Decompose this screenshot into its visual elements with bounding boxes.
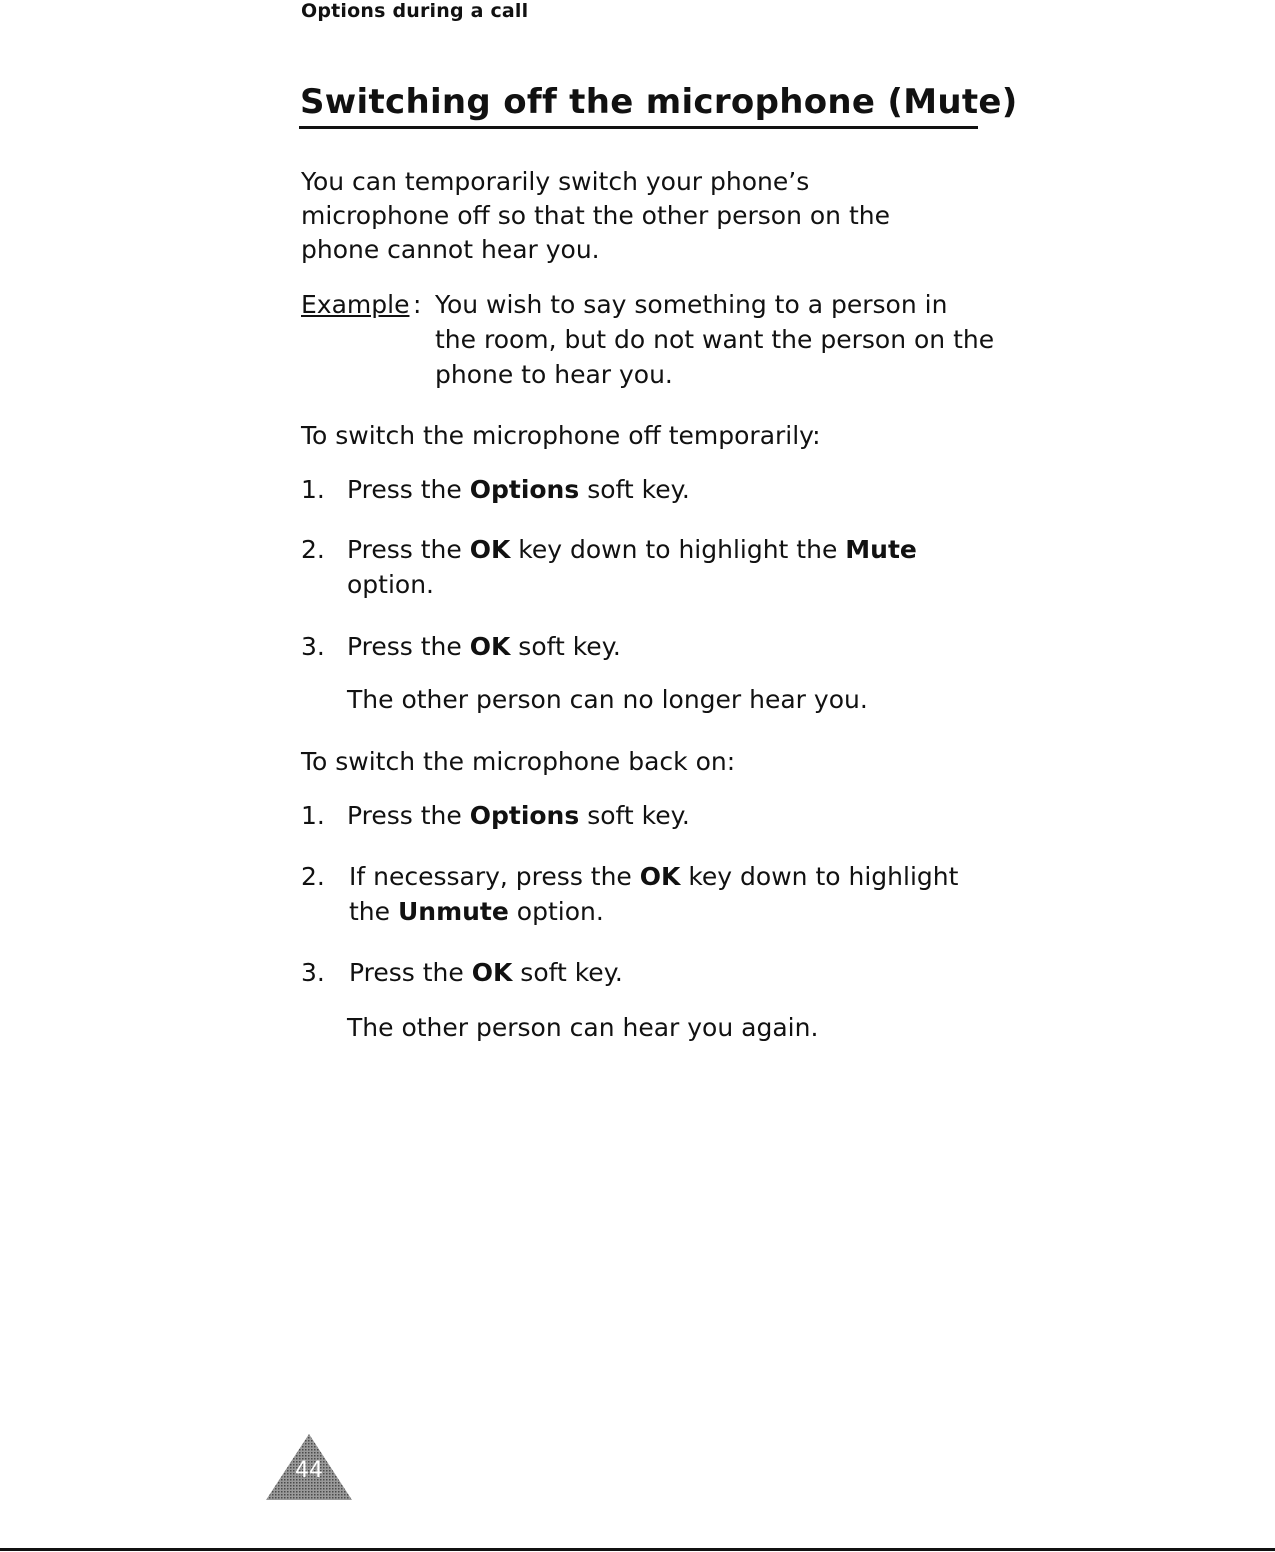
- key-name: OK: [469, 632, 511, 661]
- running-head: Options during a call: [301, 0, 529, 22]
- key-name: OK: [639, 862, 681, 891]
- step-number: 3.: [301, 958, 325, 987]
- page-marker: [266, 1434, 352, 1500]
- intro-paragraph: You can temporarily switch your phone’s microphone off so that the other person on the phone cannot hear you.: [301, 167, 890, 264]
- mute-on-result: The other person can hear you again.: [347, 1013, 819, 1042]
- step-number: 3.: [301, 632, 325, 661]
- step-text: Press the Options soft key.: [347, 475, 690, 504]
- step-text: Press the OK key down to highlight the Mute option.: [347, 535, 917, 599]
- step-text: Press the OK soft key.: [349, 958, 623, 987]
- step-text: Press the OK soft key.: [347, 632, 621, 661]
- step-text: If necessary, press the OK key down to highlight the Unmute option.: [349, 862, 959, 926]
- key-name: Options: [469, 475, 580, 504]
- example-label: Example: [301, 290, 410, 319]
- page-number: 44: [295, 1458, 323, 1483]
- step-number: 1.: [301, 475, 325, 504]
- step-number: 1.: [301, 801, 325, 830]
- mute-on-lead: To switch the microphone back on:: [301, 747, 736, 776]
- step-text: Press the Options soft key.: [347, 801, 690, 830]
- key-name: OK: [469, 535, 511, 564]
- key-name: OK: [471, 958, 513, 987]
- example-text: You wish to say something to a person in the room, but do not want the person on the phone to hear you.: [435, 290, 995, 389]
- option-name: Unmute: [397, 897, 509, 926]
- step-number: 2.: [301, 862, 325, 891]
- mute-off-lead: To switch the microphone off temporarily:: [301, 421, 821, 450]
- mute-off-result: The other person can no longer hear you.: [347, 685, 868, 714]
- key-name: Options: [469, 801, 580, 830]
- bottom-border: [0, 1548, 1275, 1551]
- option-name: Mute: [845, 535, 917, 564]
- step-number: 2.: [301, 535, 325, 564]
- page-title: Switching off the microphone (Mute): [300, 82, 1018, 122]
- title-underline: [299, 126, 978, 129]
- example-colon: :: [413, 290, 422, 319]
